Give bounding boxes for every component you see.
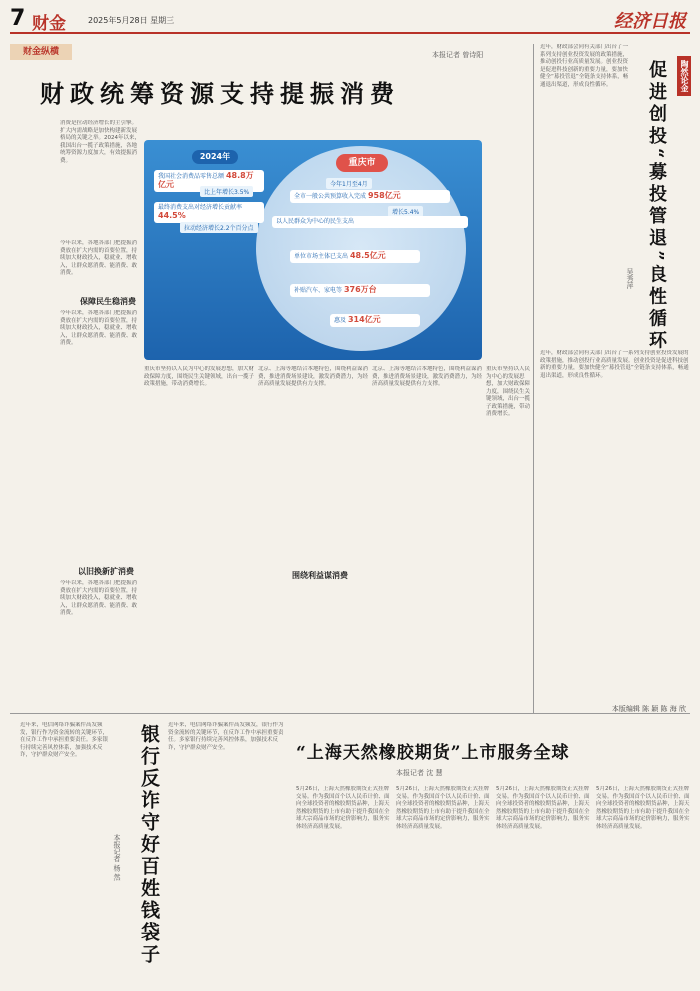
rubber-byline: 本报记者 沈 慧: [396, 769, 443, 777]
issue-date: 2025年5月28日 星期三: [88, 16, 175, 25]
body-column: 今年以来，各地各部门把提振消费放在扩大内需的首要位置，持续加大财政投入，稳就业、增收入，让群众愿消费、能消费、敢消费。: [60, 310, 138, 346]
body-column: 今年以来，各地各部门把提振消费放在扩大内需的首要位置，持续加大财政投入，稳就业、增收入，让群众愿消费、能消费、敢消费。: [60, 240, 138, 276]
year-badge: 2024年: [192, 150, 238, 164]
bank-article-text: 近年来，电信网络诈骗案件高发频发，银行作为资金流转的关键环节，在反诈工作中承担重要责任。多家银行持续完善风控体系，加强技术反诈，守护群众财产安全。: [20, 722, 109, 758]
body-column: 北京、上海等地结合本地特色，围绕利益谋消费，推进消费场景建设，激发消费潜力，为经济高质量发展提供有力支撑。: [258, 366, 369, 387]
commentary-tag: 陶然论金: [677, 56, 691, 96]
subhead: 保障民生稳消费: [80, 297, 136, 306]
section-name: 财金: [32, 14, 66, 34]
body-column: 北京、上海等地结合本地特色，围绕利益谋消费，推进消费场景建设，激发消费潜力，为经济高质量发展提供有力支撑。: [372, 366, 483, 387]
info-item: 惠及 314亿元: [330, 314, 420, 327]
subhead: 以旧换新扩消费: [78, 567, 134, 576]
commentary-author: 吴秀萍: [626, 268, 634, 289]
rubber-article-text: 5月26日，上海天然橡胶期货正式挂牌交易。作为我国首个以人民币计价、面向全球投资者的橡胶期货品种，上海天然橡胶期货的上市有助于提升我国在全球大宗商品市场的定价影响力，服务实体经济高质量发展。: [396, 786, 490, 830]
body-column: 重庆市坚持以人民为中心的发展思想，加大财政保障力度，围绕民生关键领域，出台一揽子政策措施，带动消费增长。: [486, 366, 530, 417]
section-tag: 财金纵横: [10, 44, 72, 60]
info-item: 单位市场主体已支出 48.5亿元: [290, 250, 420, 263]
city-badge: 重庆市: [336, 154, 388, 172]
info-item: 最终消费支出对经济增长贡献率 44.5%: [154, 202, 264, 223]
main-byline: 本报记者 曾诗阳: [432, 51, 484, 59]
info-item: 今年1月至4月: [326, 178, 372, 189]
commentary-headline[interactable]: 促进创投“募投管退”良性循环: [646, 60, 667, 353]
info-item: 补贴汽车、家电等 376万台: [290, 284, 430, 297]
commentary-text: 近年，财政部会同有关部门出台了一系列支持创业投资发展的政策措施，推动创投行业高质量发展。创业投资是促进科技创新的重要力量，要加快健全“募投管退”全链条支持体系，畅通退出渠道，形成良性循环。: [540, 350, 689, 379]
info-item: 全市一般公共预算收入完成 958亿元: [290, 190, 450, 203]
section-divider: [10, 713, 690, 714]
newspaper-logo: 经济日报: [614, 11, 686, 32]
rubber-headline[interactable]: “上海天然橡胶期货”上市服务全球: [296, 743, 570, 763]
body-column: 今年以来，各地各部门把提振消费放在扩大内需的首要位置，持续加大财政投入，稳就业、增收入，让群众愿消费、能消费、敢消费。: [60, 580, 138, 616]
info-item: 以人民群众为中心的民生支出: [272, 216, 468, 228]
column-divider: [533, 44, 534, 714]
editor-signature: 本版编辑 陈 颖 陈 海 欣: [611, 705, 686, 713]
page-header: [10, 8, 690, 34]
rubber-article-text: 5月26日，上海天然橡胶期货正式挂牌交易。作为我国首个以人民币计价、面向全球投资者的橡胶期货品种，上海天然橡胶期货的上市有助于提升我国在全球大宗商品市场的定价影响力，服务实体经济高质量发展。: [496, 786, 590, 830]
info-item: 增长5.4%: [388, 206, 423, 217]
info-item: 我国社会消费品零售总额 48.8万亿元: [154, 170, 264, 192]
bank-headline[interactable]: 银行反诈守好百姓钱袋子: [138, 724, 160, 966]
bank-article-text: 近年来，电信网络诈骗案件高发频发，银行作为资金流转的关键环节，在反诈工作中承担重要责任。多家银行持续完善风控体系，加强技术反诈，守护群众财产安全。: [168, 722, 284, 751]
main-headline[interactable]: 财政统筹资源支持提振消费: [40, 79, 400, 108]
rubber-article-text: 5月26日，上海天然橡胶期货正式挂牌交易。作为我国首个以人民币计价、面向全球投资者的橡胶期货品种，上海天然橡胶期货的上市有助于提升我国在全球大宗商品市场的定价影响力，服务实体经济高质量发展。: [596, 786, 690, 830]
body-column: 重庆市坚持以人民为中心的发展思想，加大财政保障力度，围绕民生关键领域，出台一揽子政策措施，带动消费增长。: [144, 366, 255, 387]
page-number: 7: [10, 6, 26, 31]
info-item: 比上年增长3.5%: [200, 186, 253, 197]
info-item: 拉动经济增长2.2个百分点: [180, 222, 258, 233]
main-lede: 消费是拉动经济增长的主引擎。扩大内需战略是加快构建新发展格局的关键之举。2024年以来，我国出台一揽子政策措施，各地统筹资源力度加大，有效提振消费。: [60, 120, 140, 164]
rubber-article-text: 5月26日，上海天然橡胶期货正式挂牌交易。作为我国首个以人民币计价、面向全球投资者的橡胶期货品种，上海天然橡胶期货的上市有助于提升我国在全球大宗商品市场的定价影响力，服务实体经济高质量发展。: [296, 786, 390, 830]
bank-author: 本报记者 杨 然: [113, 834, 121, 881]
subhead: 围绕利益谋消费: [292, 571, 348, 580]
commentary-text: 近年，财政部会同有关部门出台了一系列支持创业投资发展的政策措施，推动创投行业高质量发展。创业投资是促进科技创新的重要力量，要加快健全“募投管退”全链条支持体系，畅通退出渠道，形成良性循环。: [540, 44, 629, 88]
